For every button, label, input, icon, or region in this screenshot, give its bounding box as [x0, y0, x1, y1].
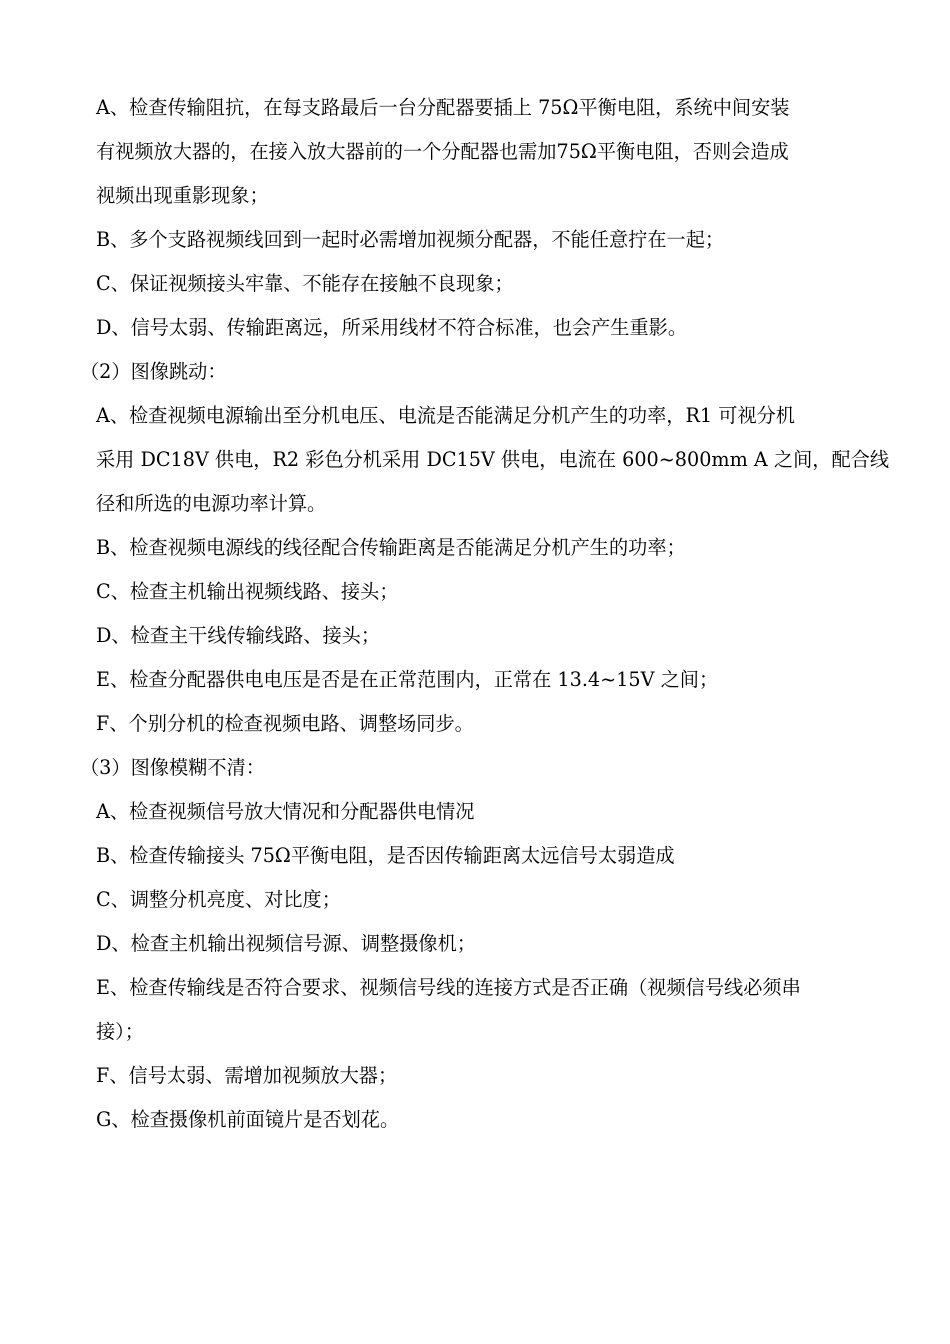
text-line: C、保证视频接头牢靠、不能存在接触不良现象； — [96, 272, 514, 295]
text-line: B、多个支路视频线回到一起时必需增加视频分配器，不能任意拧在一起； — [96, 228, 725, 251]
text-line: 有视频放大器的，在接入放大器前的一个分配器也需加75Ω平衡电阻，否则会造成 — [96, 140, 789, 163]
section-heading: （2）图像跳动： — [80, 360, 227, 383]
text-line: D、信号太弱、传输距离远，所采用线材不符合标准，也会产生重影。 — [96, 316, 688, 339]
document-body — [80, 86, 908, 1142]
text-line: A、检查传输阻抗，在每支路最后一台分配器要插上 75Ω平衡电阻，系统中间安装 — [96, 96, 790, 119]
text-line: G、检查摄像机前面镜片是否划花。 — [96, 1108, 400, 1131]
text-line: F、个别分机的检查视频电路、调整场同步。 — [96, 712, 474, 735]
text-line: 接）； — [96, 1020, 144, 1043]
text-line: D、检查主机输出视频信号源、调整摄像机； — [96, 932, 476, 955]
text-line: C、调整分机亮度、对比度； — [96, 888, 341, 911]
text-line: E、检查传输线是否符合要求、视频信号线的连接方式是否正确（视频信号线必须串 — [96, 976, 801, 999]
text-line: F、信号太弱、需增加视频放大器； — [96, 1064, 398, 1087]
text-line: B、检查传输接头 75Ω平衡电阻，是否因传输距离太远信号太弱造成 — [96, 844, 675, 867]
text-line: 径和所选的电源功率计算。 — [96, 492, 327, 515]
text-line: B、检查视频电源线的线径配合传输距离是否能满足分机产生的功率； — [96, 536, 686, 559]
text-line: 采用 DC18V 供电，R2 彩色分机采用 DC15V 供电，电流在 600~800mm A 之间，配合线 — [96, 448, 890, 471]
text-line: E、检查分配器供电电压是否是在正常范围内，正常在 13.4~15V 之间； — [96, 668, 719, 691]
text-line: C、检查主机输出视频线路、接头； — [96, 580, 399, 603]
text-line: 视频出现重影现象； — [96, 184, 269, 207]
text-line: A、检查视频电源输出至分机电压、电流是否能满足分机产生的功率，R1 可视分机 — [96, 404, 795, 427]
text-line: D、检查主干线传输线路、接头； — [96, 624, 381, 647]
text-line: A、检查视频信号放大情况和分配器供电情况 — [96, 800, 475, 823]
section-heading: （3）图像模糊不清： — [80, 756, 265, 779]
